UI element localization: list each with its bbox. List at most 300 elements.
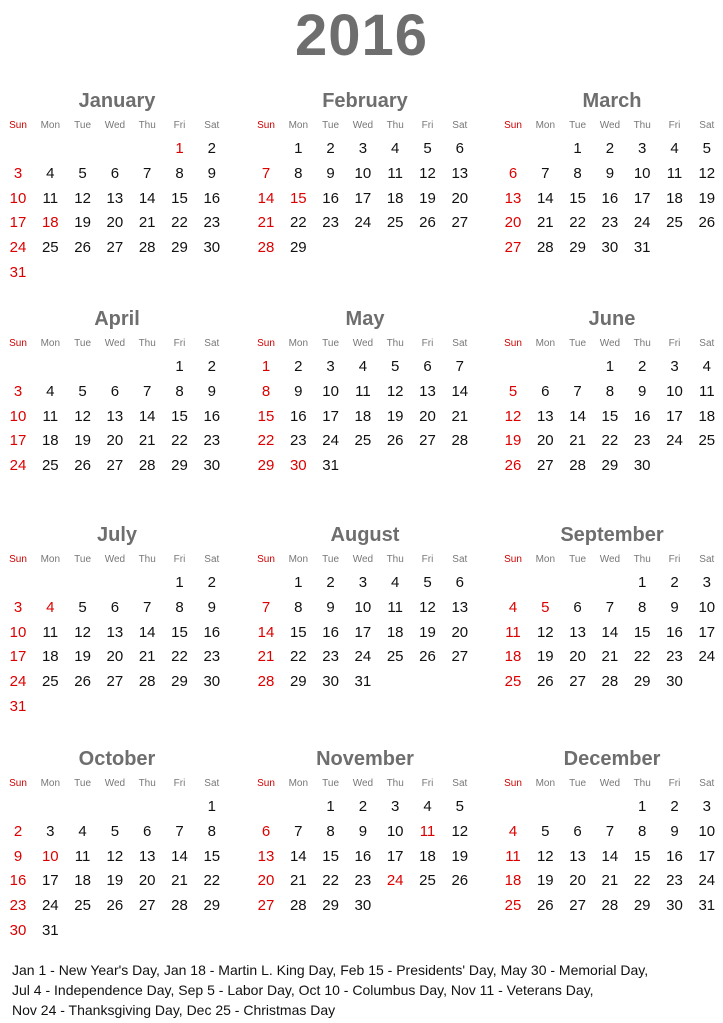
weekday-label: Wed (352, 778, 374, 789)
day-cell: 3 (638, 140, 647, 157)
day-cell: 11 (42, 623, 59, 641)
day-cell: 23 (354, 872, 372, 890)
day-cell: 29 (171, 239, 188, 257)
day-cell: 29 (633, 897, 651, 915)
day-cell: 7 (573, 382, 582, 400)
weekday-label: Sun (9, 778, 27, 789)
day-cell: 18 (666, 189, 683, 207)
day-cell: 4 (670, 140, 679, 157)
weekday-label: Sun (504, 554, 522, 565)
day-cell: 26 (74, 457, 91, 475)
day-cell: 20 (504, 214, 522, 232)
day-cell: 4 (78, 822, 87, 840)
day-cell: 14 (257, 623, 275, 641)
day-cell: 24 (322, 432, 339, 450)
day-cell: 25 (41, 239, 59, 257)
weekday-label: Sat (452, 338, 468, 349)
day-cell: 28 (138, 457, 156, 475)
day-cell: 19 (451, 847, 469, 865)
weekday-label: Wed (599, 120, 621, 131)
weekday-label: Fri (421, 120, 434, 131)
day-cell: 31 (354, 673, 372, 691)
day-cell: 9 (670, 598, 679, 616)
day-cell: 21 (569, 432, 586, 450)
weekday-label: Fri (421, 778, 434, 789)
day-cell: 14 (257, 189, 275, 207)
day-cell: 14 (601, 623, 619, 641)
day-cell: 16 (322, 623, 339, 641)
day-cell: 19 (536, 872, 554, 890)
day-cell: 23 (666, 648, 683, 666)
day-cell: 15 (171, 623, 188, 641)
day-cell: 16 (322, 189, 339, 207)
day-cell: 21 (257, 214, 275, 232)
day-cell: 11 (42, 407, 59, 425)
day-cell: 9 (207, 164, 216, 182)
day-cell: 26 (504, 457, 522, 475)
day-cell: 8 (175, 598, 184, 616)
day-cell: 12 (419, 598, 436, 616)
day-cell: 17 (9, 432, 27, 450)
weekday-label: Sun (504, 778, 522, 789)
day-cell: 1 (605, 358, 615, 375)
day-cell: 23 (9, 897, 27, 915)
day-cell: 21 (601, 872, 619, 890)
weekday-label: Wed (599, 778, 621, 789)
day-cell: 23 (203, 432, 221, 450)
day-cell: 9 (207, 598, 216, 616)
weekday-label: Mon (288, 778, 309, 789)
day-cell: 19 (74, 648, 91, 666)
day-cell: 12 (504, 407, 522, 425)
day-cell: 17 (698, 623, 716, 641)
weekday-label: Tue (322, 338, 340, 349)
weekday-label: Sun (257, 778, 275, 789)
day-cell: 21 (138, 648, 156, 666)
day-cell: 21 (138, 214, 156, 232)
day-cell: 13 (106, 623, 124, 641)
day-cell: 11 (387, 598, 403, 616)
day-cell: 13 (451, 598, 469, 616)
day-cell: 24 (354, 648, 372, 666)
day-cell: 14 (138, 189, 156, 207)
weekday-label: Tue (74, 120, 92, 131)
day-cell: 29 (171, 673, 188, 691)
day-cell: 18 (41, 648, 59, 666)
weekday-label: Thu (386, 554, 404, 565)
day-cell: 3 (702, 798, 711, 815)
day-cell: 3 (391, 798, 400, 815)
day-cell: 22 (171, 214, 188, 232)
day-cell: 27 (569, 897, 586, 915)
day-cell: 8 (294, 598, 303, 616)
day-cell: 5 (423, 574, 432, 591)
day-cell: 28 (569, 457, 586, 475)
day-cell: 17 (322, 407, 339, 425)
weekday-label: Fri (668, 338, 681, 349)
weekday-label: Wed (104, 338, 126, 349)
day-cell: 7 (455, 358, 464, 375)
day-cell: 25 (386, 214, 404, 232)
day-cell: 11 (42, 189, 59, 207)
day-cell: 6 (110, 164, 120, 182)
day-cell: 15 (601, 407, 619, 425)
weekday-label: Sun (9, 554, 27, 565)
day-cell: 21 (171, 872, 188, 890)
day-cell: 30 (203, 457, 221, 475)
day-cell: 25 (386, 648, 404, 666)
day-cell: 2 (207, 140, 216, 157)
day-cell: 26 (451, 872, 469, 890)
day-cell: 9 (326, 164, 335, 182)
day-cell: 2 (207, 574, 216, 591)
month-name: February (322, 90, 408, 112)
weekday-label: Thu (138, 554, 156, 565)
day-cell: 28 (257, 239, 275, 257)
weekday-label: Sat (699, 554, 715, 565)
holiday-line: Jan 1 - New Year's Day, Jan 18 - Martin L. King Day, Feb 15 - Presidents' Day, May 30 - Memorial Day, (12, 962, 649, 978)
day-cell: 5 (508, 382, 518, 400)
day-cell: 1 (573, 140, 582, 157)
weekday-label: Wed (352, 554, 374, 565)
day-cell: 17 (386, 847, 404, 865)
weekday-label: Fri (668, 778, 681, 789)
day-cell: 20 (138, 872, 156, 890)
weekday-label: Sun (257, 554, 275, 565)
day-cell: 20 (419, 407, 436, 425)
day-cell: 21 (289, 872, 307, 890)
day-cell: 22 (289, 648, 307, 666)
day-cell: 12 (74, 407, 91, 425)
holiday-line: Jul 4 - Independence Day, Sep 5 - Labor Day, Oct 10 - Columbus Day, Nov 11 - Veterans Day, (12, 982, 594, 998)
day-cell: 11 (355, 382, 371, 400)
day-cell: 25 (504, 673, 522, 691)
day-cell: 27 (106, 673, 124, 691)
day-cell: 13 (106, 189, 124, 207)
day-cell: 13 (569, 623, 586, 641)
day-cell: 30 (666, 897, 683, 915)
weekday-label: Mon (40, 338, 61, 349)
day-cell: 22 (171, 432, 188, 450)
day-cell: 29 (322, 897, 339, 915)
day-cell: 27 (106, 457, 124, 475)
day-cell: 11 (505, 847, 521, 865)
day-cell: 13 (257, 847, 275, 865)
day-cell: 26 (536, 673, 554, 691)
day-cell: 20 (451, 623, 469, 641)
day-cell: 22 (257, 432, 275, 450)
day-cell: 2 (670, 574, 679, 591)
day-cell: 10 (41, 847, 59, 865)
weekday-label: Sat (699, 778, 715, 789)
day-cell: 8 (261, 382, 271, 400)
day-cell: 1 (294, 140, 303, 157)
day-cell: 11 (387, 164, 403, 182)
weekday-label: Fri (173, 778, 186, 789)
weekday-label: Tue (74, 778, 92, 789)
weekday-label: Wed (104, 554, 126, 565)
day-cell: 20 (536, 432, 554, 450)
month-name: January (78, 90, 156, 112)
day-cell: 6 (541, 382, 550, 400)
day-cell: 1 (638, 798, 647, 815)
day-cell: 16 (9, 872, 27, 890)
day-cell: 19 (419, 189, 436, 207)
day-cell: 24 (698, 872, 716, 890)
day-cell: 9 (326, 598, 335, 616)
day-cell: 2 (605, 140, 615, 157)
day-cell: 12 (536, 623, 554, 641)
day-cell: 28 (138, 239, 156, 257)
day-cell: 7 (541, 164, 550, 182)
day-cell: 9 (670, 822, 679, 840)
day-cell: 12 (74, 623, 91, 641)
day-cell: 28 (289, 897, 307, 915)
weekday-label: Tue (569, 554, 587, 565)
weekday-label: Sat (699, 338, 715, 349)
day-cell: 6 (573, 822, 582, 840)
day-cell: 19 (106, 872, 124, 890)
year-title: 2016 (294, 3, 429, 68)
month-name: March (582, 90, 642, 112)
day-cell: 2 (326, 140, 335, 157)
day-cell: 26 (419, 214, 436, 232)
day-cell: 15 (289, 189, 307, 207)
day-cell: 5 (78, 164, 87, 182)
weekday-label: Mon (288, 554, 309, 565)
weekday-label: Tue (569, 778, 587, 789)
day-cell: 5 (78, 598, 87, 616)
day-cell: 15 (322, 847, 339, 865)
weekday-label: Thu (633, 338, 651, 349)
day-cell: 12 (698, 164, 716, 182)
day-cell: 5 (541, 598, 550, 616)
weekday-label: Wed (104, 778, 126, 789)
day-cell: 4 (46, 598, 55, 616)
day-cell: 2 (207, 358, 216, 375)
weekday-label: Sat (699, 120, 715, 131)
weekday-label: Sun (257, 120, 275, 131)
day-cell: 15 (289, 623, 307, 641)
weekday-label: Mon (40, 120, 61, 131)
day-cell: 28 (257, 673, 275, 691)
weekday-label: Sat (452, 778, 468, 789)
day-cell: 13 (451, 164, 469, 182)
weekday-label: Wed (352, 338, 374, 349)
weekday-label: Tue (322, 778, 340, 789)
day-cell: 19 (74, 214, 91, 232)
day-cell: 14 (601, 847, 619, 865)
day-cell: 16 (601, 189, 619, 207)
day-cell: 28 (601, 897, 619, 915)
day-cell: 10 (698, 598, 716, 616)
month-name: April (94, 308, 140, 330)
day-cell: 5 (541, 822, 550, 840)
day-cell: 24 (9, 457, 27, 475)
weekday-label: Mon (535, 338, 556, 349)
day-cell: 6 (573, 598, 582, 616)
day-cell: 2 (670, 798, 679, 815)
day-cell: 13 (536, 407, 554, 425)
day-cell: 10 (322, 382, 339, 400)
day-cell: 12 (74, 189, 91, 207)
day-cell: 27 (451, 214, 469, 232)
day-cell: 19 (74, 432, 91, 450)
day-cell: 24 (354, 214, 372, 232)
day-cell: 23 (322, 648, 339, 666)
weekday-label: Fri (421, 554, 434, 565)
day-cell: 19 (386, 407, 404, 425)
day-cell: 24 (633, 214, 651, 232)
weekday-label: Fri (173, 338, 186, 349)
day-cell: 4 (46, 382, 55, 400)
day-cell: 22 (289, 214, 307, 232)
day-cell: 22 (203, 872, 221, 890)
day-cell: 28 (451, 432, 469, 450)
day-cell: 31 (9, 698, 27, 715)
day-cell: 22 (633, 648, 651, 666)
day-cell: 8 (638, 822, 647, 840)
day-cell: 23 (203, 214, 221, 232)
day-cell: 6 (508, 164, 518, 182)
day-cell: 15 (569, 189, 586, 207)
day-cell: 19 (536, 648, 554, 666)
day-cell: 28 (601, 673, 619, 691)
day-cell: 14 (289, 847, 307, 865)
day-cell: 9 (605, 164, 615, 182)
day-cell: 21 (257, 648, 275, 666)
day-cell: 1 (294, 574, 303, 591)
day-cell: 13 (419, 382, 436, 400)
day-cell: 22 (322, 872, 339, 890)
day-cell: 19 (698, 189, 716, 207)
month-name: October (78, 748, 156, 770)
day-cell: 21 (451, 407, 469, 425)
day-cell: 29 (203, 897, 221, 915)
day-cell: 29 (289, 673, 307, 691)
holiday-line: Nov 24 - Thanksgiving Day, Dec 25 - Christmas Day (12, 1002, 336, 1018)
day-cell: 25 (419, 872, 436, 890)
day-cell: 12 (106, 847, 124, 865)
day-cell: 17 (354, 189, 372, 207)
day-cell: 1 (261, 358, 271, 375)
day-cell: 7 (175, 822, 184, 840)
day-cell: 18 (698, 407, 716, 425)
month-name: May (345, 308, 385, 330)
day-cell: 3 (13, 382, 23, 400)
day-cell: 8 (605, 382, 615, 400)
day-cell: 29 (257, 457, 275, 475)
day-cell: 3 (46, 822, 55, 840)
day-cell: 27 (138, 897, 156, 915)
day-cell: 6 (143, 822, 152, 840)
day-cell: 20 (569, 872, 586, 890)
day-cell: 19 (504, 432, 522, 450)
day-cell: 1 (175, 358, 184, 375)
day-cell: 30 (9, 922, 27, 939)
weekday-label: Tue (322, 120, 340, 131)
day-cell: 16 (203, 189, 221, 207)
day-cell: 25 (354, 432, 372, 450)
day-cell: 13 (106, 407, 124, 425)
day-cell: 3 (13, 164, 23, 182)
day-cell: 23 (322, 214, 339, 232)
day-cell: 25 (74, 897, 91, 915)
day-cell: 4 (391, 574, 400, 591)
day-cell: 9 (294, 382, 303, 400)
month-name: June (588, 308, 636, 330)
weekday-label: Sun (504, 338, 522, 349)
day-cell: 18 (41, 214, 59, 232)
day-cell: 12 (386, 382, 404, 400)
day-cell: 23 (601, 214, 619, 232)
weekday-label: Wed (104, 120, 126, 131)
day-cell: 5 (391, 358, 400, 375)
day-cell: 7 (605, 822, 615, 840)
day-cell: 4 (358, 358, 368, 375)
weekday-label: Thu (633, 120, 651, 131)
day-cell: 6 (110, 598, 120, 616)
day-cell: 10 (9, 189, 27, 207)
day-cell: 18 (504, 872, 522, 890)
day-cell: 17 (9, 648, 27, 666)
day-cell: 15 (633, 847, 651, 865)
day-cell: 25 (698, 432, 716, 450)
month-name: November (316, 748, 414, 770)
day-cell: 23 (289, 432, 307, 450)
day-cell: 23 (633, 432, 651, 450)
day-cell: 24 (41, 897, 59, 915)
day-cell: 3 (13, 598, 23, 616)
day-cell: 7 (261, 164, 271, 182)
day-cell: 8 (294, 164, 303, 182)
day-cell: 17 (41, 872, 59, 890)
day-cell: 15 (203, 847, 221, 865)
weekday-label: Sun (9, 120, 27, 131)
weekday-label: Sat (204, 120, 220, 131)
day-cell: 29 (633, 673, 651, 691)
day-cell: 26 (419, 648, 436, 666)
day-cell: 6 (261, 822, 271, 840)
day-cell: 1 (207, 798, 216, 815)
day-cell: 8 (175, 164, 184, 182)
day-cell: 7 (143, 164, 152, 182)
weekday-label: Fri (173, 120, 186, 131)
weekday-label: Mon (40, 778, 61, 789)
day-cell: 28 (171, 897, 188, 915)
day-cell: 16 (203, 623, 221, 641)
day-cell: 10 (666, 382, 683, 400)
day-cell: 11 (419, 822, 436, 840)
day-cell: 5 (78, 382, 87, 400)
day-cell: 14 (569, 407, 586, 425)
day-cell: 17 (633, 189, 651, 207)
day-cell: 21 (536, 214, 554, 232)
month-name: August (330, 524, 400, 546)
weekday-label: Fri (668, 554, 681, 565)
day-cell: 27 (419, 432, 436, 450)
day-cell: 11 (699, 382, 715, 400)
day-cell: 31 (9, 264, 27, 281)
day-cell: 13 (138, 847, 156, 865)
day-cell: 13 (569, 847, 586, 865)
day-cell: 8 (175, 382, 184, 400)
weekday-label: Thu (138, 120, 156, 131)
day-cell: 29 (569, 239, 586, 257)
day-cell: 27 (451, 648, 469, 666)
day-cell: 10 (354, 164, 372, 182)
day-cell: 18 (504, 648, 522, 666)
